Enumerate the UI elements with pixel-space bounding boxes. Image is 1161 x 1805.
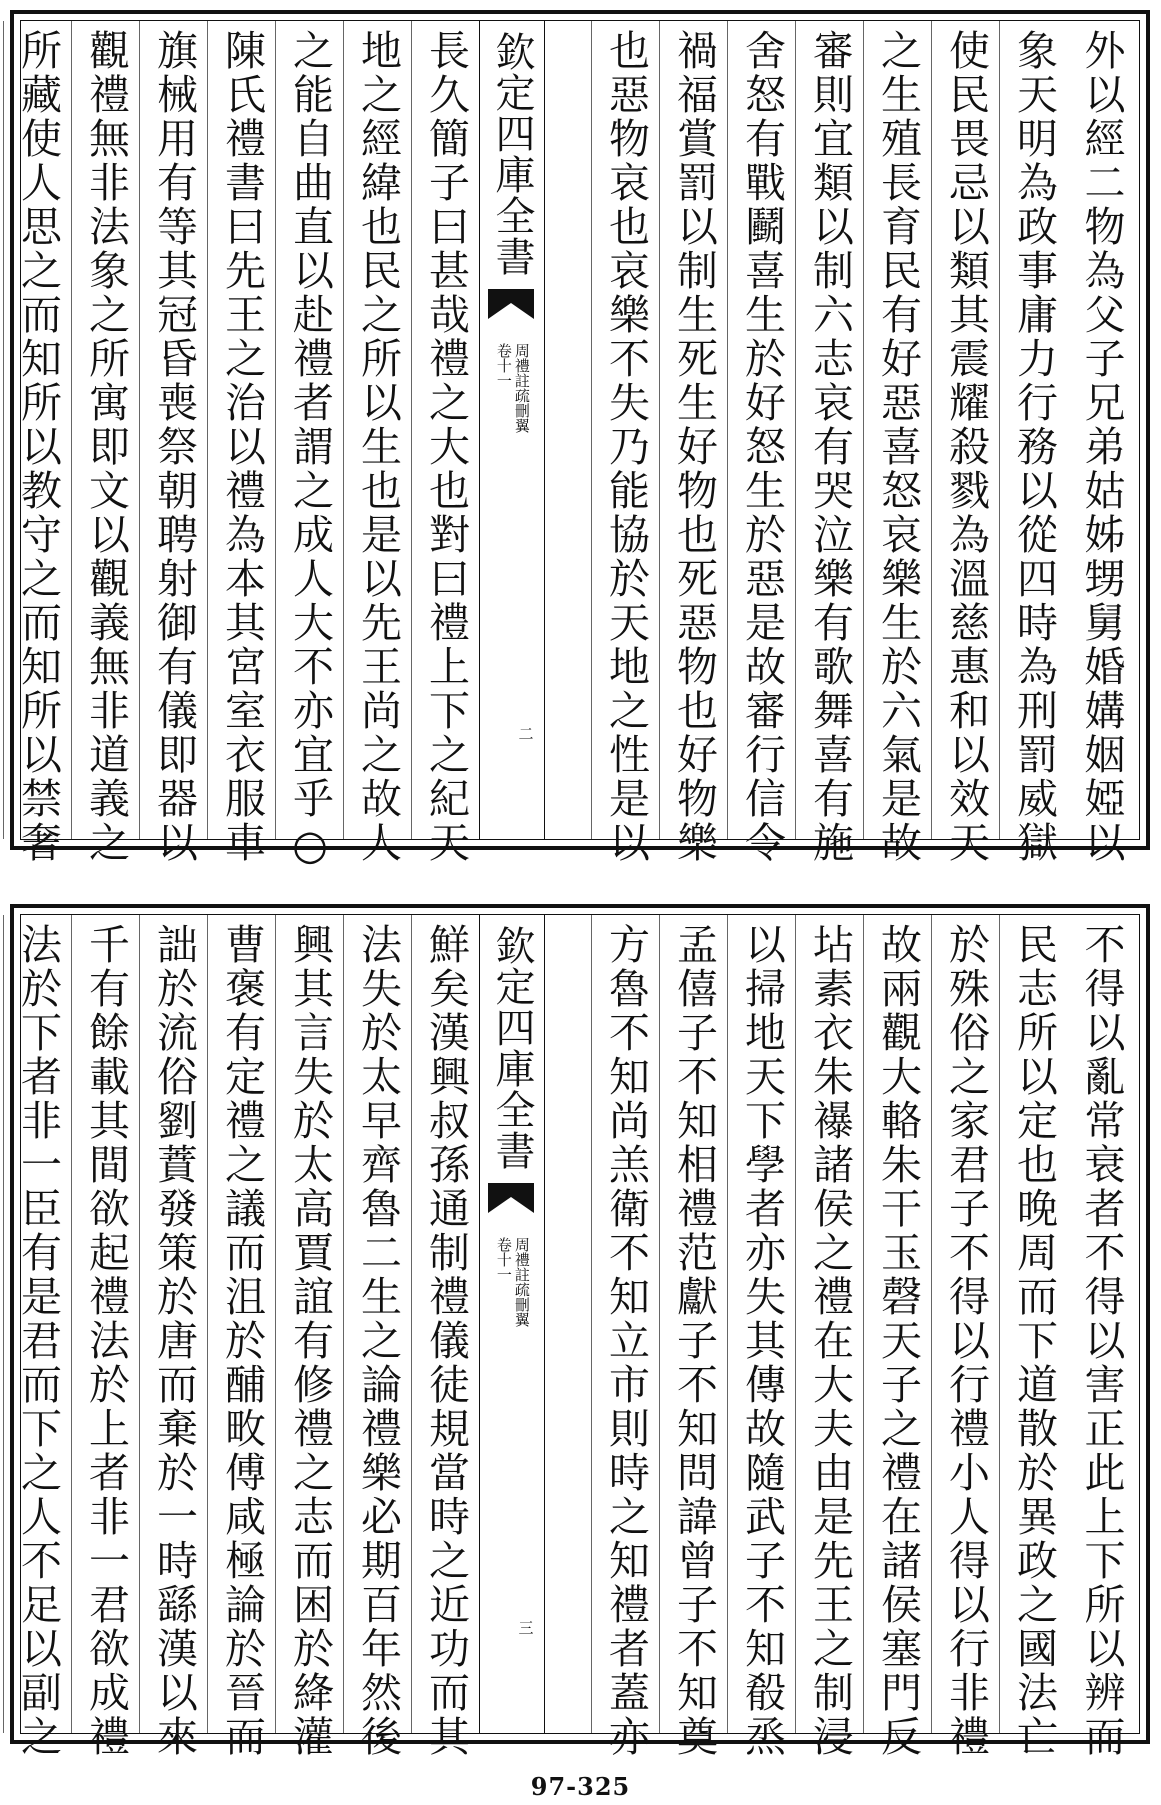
text-column <box>71 915 139 1759</box>
text-column <box>411 915 479 1759</box>
text-column <box>931 21 999 865</box>
text-column <box>795 915 863 1759</box>
text-column <box>591 915 659 1759</box>
text-column <box>863 915 931 1759</box>
center-header-strip <box>479 915 545 1733</box>
text-column <box>0 915 3 1733</box>
text-column <box>999 21 1067 865</box>
text-column <box>863 21 931 865</box>
column-text: 鮮矣漢興叔孫通制禮儀徒規當時之近功而其 <box>422 923 470 1759</box>
column-text: 外以經二物為父子兄弟姑姊甥舅婚媾姻婭以 <box>1077 29 1126 865</box>
column-text: 使民畏忌以類其震耀殺戮為溫慈惠和以效天 <box>942 29 990 865</box>
column-text: 曹褒有定禮之議而沮於酺畋傅咸極論於晉而 <box>218 923 266 1759</box>
text-column <box>275 915 343 1759</box>
column-text: 民志所以定也晚周而下道散於異政之國法亡 <box>1010 923 1058 1759</box>
column-text: 故兩觀大輅朱干玉磬天子之禮在諸侯塞門反 <box>874 923 922 1759</box>
book-title: 欽定四庫全書 <box>489 925 535 1171</box>
column-text: 興其言失於太高賈誼有修禮之志而困於絳灌 <box>286 923 334 1759</box>
text-column <box>207 915 275 1759</box>
text-column <box>591 21 659 865</box>
text-column <box>343 21 411 865</box>
fishtail-mark-icon <box>488 1183 534 1213</box>
volume-label: 卷十一 <box>494 343 513 388</box>
column-text: 千有餘載其間欲起禮法於上者非一君欲成禮 <box>82 923 130 1759</box>
column-text: 陳氏禮書曰先王之治以禮為本其宮室衣服車 <box>218 29 266 865</box>
work-title: 周禮註疏刪翼 <box>512 343 531 433</box>
column-text: 法失於太早齊魯二生之論禮樂必期百年然後 <box>354 923 402 1759</box>
work-title: 周禮註疏刪翼 <box>512 1237 531 1327</box>
text-column <box>139 21 207 865</box>
text-column <box>3 21 71 865</box>
column-text: 於殊俗之家君子不得以行禮小人得以行非禮 <box>942 923 990 1759</box>
column-text: 詘於流俗劉蕡發策於唐而棄於一時繇漢以來 <box>150 923 198 1759</box>
page-number: 97-325 <box>530 1772 631 1801</box>
text-column <box>139 915 207 1759</box>
text-column <box>1067 21 1135 865</box>
column-text: 不得以亂常衰者不得以害正此上下所以辨而 <box>1077 923 1126 1759</box>
column-text: 禍福賞罰以制生死生好物也死惡物也好物樂 <box>670 29 718 865</box>
folio-number: 三 <box>518 1619 534 1637</box>
text-column <box>727 21 795 865</box>
column-text: 以掃地天下學者亦失其傳故隨武子不知殽烝 <box>738 923 786 1759</box>
column-text: 旗械用有等其冠昏喪祭朝聘射御有儀即器以 <box>150 29 198 865</box>
text-column <box>71 21 139 865</box>
text-column <box>207 21 275 865</box>
lower-page-frame <box>14 914 1140 1759</box>
text-column <box>411 21 479 865</box>
column-text: 審則宜類以制六志哀有哭泣樂有歌舞喜有施 <box>806 29 854 865</box>
text-column <box>3 915 71 1759</box>
upper-page-frame <box>14 20 1140 872</box>
column-text: 之能自曲直以赴禮者謂之成人大不亦宜乎○ <box>286 29 334 872</box>
lower-page <box>10 904 1150 1759</box>
text-column <box>0 21 3 839</box>
upper-page <box>10 10 1150 872</box>
column-text: 長久簡子曰甚哉禮之大也對曰禮上下之紀天 <box>422 29 470 865</box>
volume-label: 卷十一 <box>494 1237 513 1282</box>
fishtail-mark-icon <box>488 289 534 319</box>
text-column <box>659 915 727 1759</box>
folio-number: 二 <box>518 725 534 743</box>
text-column <box>275 21 343 872</box>
column-text: 坫素衣朱襮諸侯之禮在大夫由是先王之制浸 <box>806 923 854 1759</box>
column-text: 也惡物哀也哀樂不失乃能協於天地之性是以 <box>602 29 650 865</box>
column-text: 孟僖子不知相禮范獻子不知問諱曾子不知奠 <box>670 923 718 1759</box>
column-text: 地之經緯也民之所以生也是以先王尚之故人 <box>354 29 402 865</box>
column-text: 方魯不知尚羔衛不知立市則時之知禮者蓋亦 <box>602 923 650 1759</box>
column-text: 法於下者非一臣有是君而下之人不足以副之 <box>14 923 62 1759</box>
book-title: 欽定四庫全書 <box>489 31 535 277</box>
column-text: 舍怒有戰鬬喜生於好怒生於惡是故審行信令 <box>738 29 786 865</box>
column-text: 象天明為政事庸力行務以從四時為刑罰威獄 <box>1010 29 1058 865</box>
text-column <box>931 915 999 1759</box>
column-text: 所藏使人思之而知所以教守之而知所以禁奢 <box>14 29 62 865</box>
text-column <box>999 915 1067 1759</box>
text-column <box>343 915 411 1759</box>
text-column <box>727 915 795 1759</box>
center-header-strip <box>479 21 545 839</box>
column-text: 觀禮無非法象之所寓即文以觀義無非道義之 <box>82 29 130 865</box>
text-column <box>795 21 863 865</box>
text-column <box>1067 915 1135 1759</box>
text-column <box>659 21 727 865</box>
column-text: 之生殖長育民有好惡喜怒哀樂生於六氣是故 <box>874 29 922 865</box>
